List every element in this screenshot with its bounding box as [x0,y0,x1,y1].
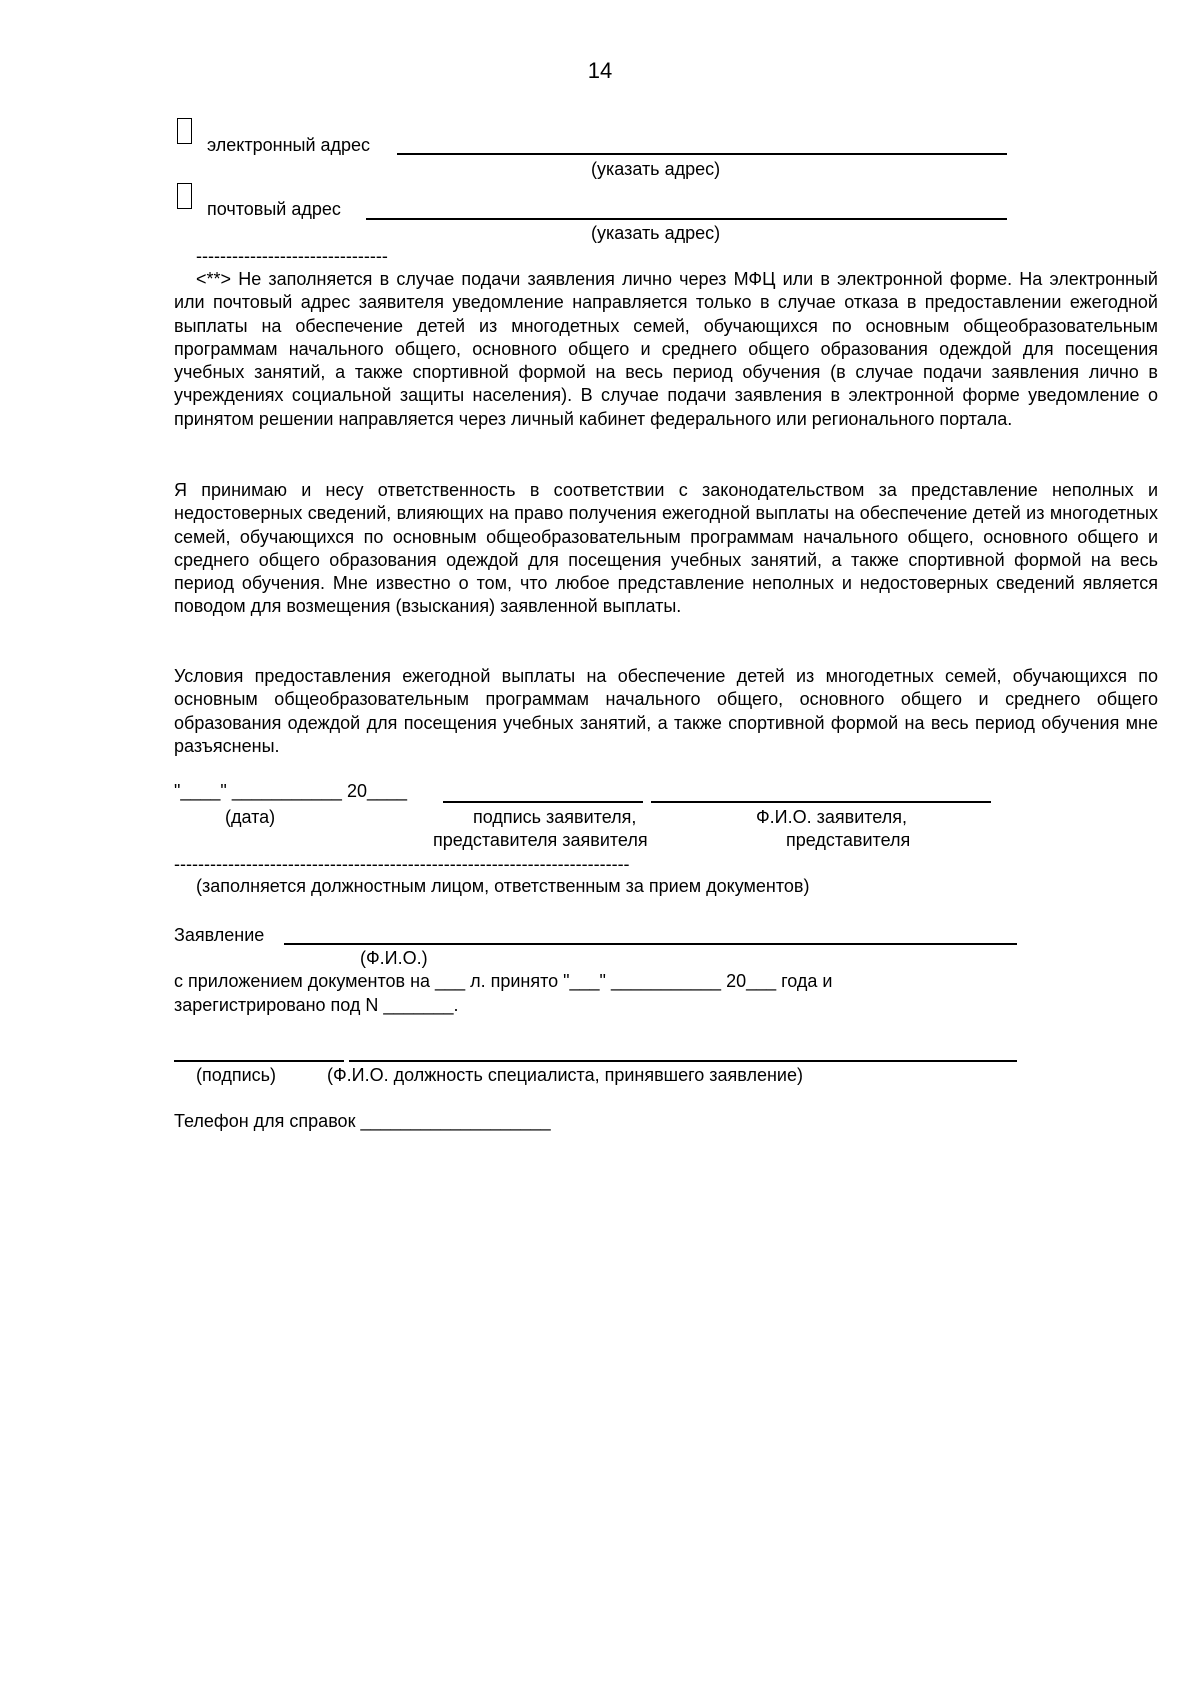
official-signature-line[interactable] [174,1060,344,1062]
page-number: 14 [587,58,613,83]
fio-caption-1: Ф.И.О. заявителя, [756,807,907,827]
attachments-line[interactable]: с приложением документов на ___ л. принято "___" ___________ 20___ года и [174,971,833,991]
email-checkbox[interactable] [177,118,192,144]
footnote-separator: -------------------------------- [196,246,388,266]
signature-field-line[interactable] [443,801,643,803]
email-field-line[interactable] [397,153,1007,155]
responsibility-text: Я принимаю и несу ответственность в соответствии с законодательством за представление неполных и недостоверных сведений, влияющих на право получения ежегодной выплаты на обеспечение детей из многодетных семей, обучающихся по основным общеобразовательным программам начального общего, основного общего и среднего общего образования одеждой для посещения учебных занятий, а также спортивной формой на весь период обучения. Мне известно о том, что любое представление неполных и недостоверных сведений является поводом для возмещения (взыскания) заявленной выплаты. [174,480,1158,617]
email-hint: (указать адрес) [591,159,721,179]
conditions-text: Условия предоставления ежегодной выплаты на обеспечение детей из многодетных семей, обучающихся по основным общеобразовательным программам начального общего, основного общего и среднего общего образования одеждой для посещения учебных занятий, а также спортивной формой на весь период обучения мне разъяснены. [174,666,1158,756]
official-fio-line[interactable] [349,1060,1017,1062]
postal-label: почтовый адрес [207,199,341,219]
application-fio-caption: (Ф.И.О.) [360,948,428,968]
email-label: электронный адрес [207,135,371,155]
official-separator: ---------------------------------------------------------------------------- [174,854,630,874]
postal-hint: (указать адрес) [591,223,721,243]
signature-caption-2: представителя заявителя [433,830,648,850]
registration-line[interactable]: зарегистрировано под N _______. [174,995,459,1015]
specialist-caption: (Ф.И.О. должность специалиста, принявшего заявление) [327,1065,803,1085]
fio-field-line[interactable] [651,801,991,803]
application-label: Заявление [174,925,265,945]
date-line[interactable]: "____" ___________ 20____ [174,781,408,801]
postal-checkbox[interactable] [177,183,192,209]
fio-caption-2: представителя [786,830,911,850]
official-note: (заполняется должностным лицом, ответственным за прием документов) [196,876,810,896]
footnote-text: <**> Не заполняется в случае подачи заявления лично через МФЦ или в электронной форме. На электронный или почтовый адрес заявителя уведомление направляется только в случае отказа в предоставлении ежегодной выплаты на обеспечение детей из многодетных семей, обучающихся по основным общеобразовательным программам начального общего, основного общего и среднего общего образования одеждой для посещения учебных занятий, а также спортивной формой на весь период обучения (в случае подачи заявления лично в учреждениях социальной защиты населения). В случае подачи заявления в электронной форме уведомление о принятом решении направляется через личный кабинет федерального или регионального портала. [174,269,1158,429]
signature-caption-1: подпись заявителя, [473,807,637,827]
phone-line[interactable]: Телефон для справок ___________________ [174,1111,551,1131]
official-signature-caption: (подпись) [196,1065,277,1085]
application-fio-line[interactable] [284,943,1017,945]
postal-field-line[interactable] [366,218,1007,220]
date-caption: (дата) [225,807,276,827]
